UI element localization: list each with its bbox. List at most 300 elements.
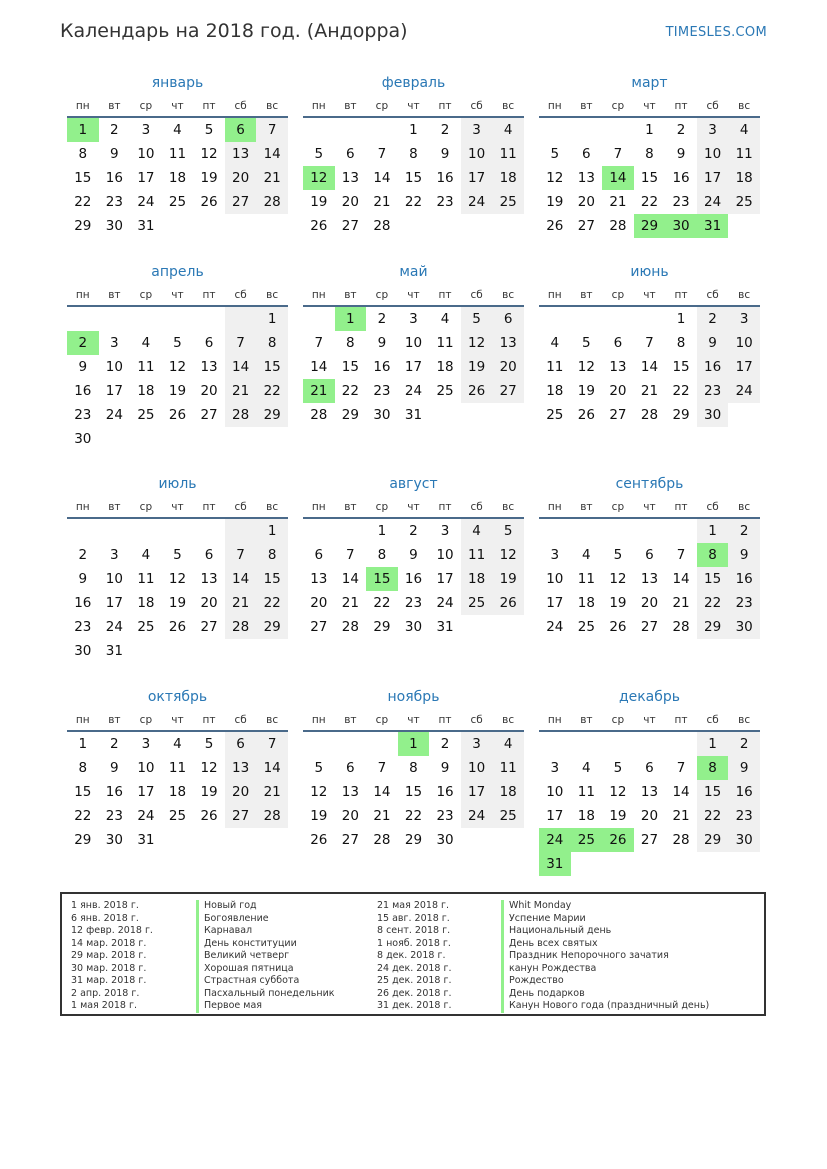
month-9 xyxy=(539,469,760,639)
weekday-label: ср xyxy=(139,714,153,726)
day-cell: 10 xyxy=(436,547,454,563)
day-cell: 26 xyxy=(310,832,328,848)
legend-holiday-name: День подарков xyxy=(501,988,709,1001)
weekday-label: пт xyxy=(202,714,216,726)
day-cell: 7 xyxy=(256,118,288,142)
day-cell: 18 xyxy=(728,166,760,190)
month-name: июнь xyxy=(630,264,669,280)
day-cell: 2 xyxy=(440,736,450,752)
weekday-header xyxy=(67,98,288,118)
day-cell: 29 xyxy=(74,218,92,234)
weekday-label: сб xyxy=(470,714,483,726)
weekday-label: вс xyxy=(266,501,279,513)
day-cell: 28 xyxy=(672,619,690,635)
day-cell: 9 xyxy=(409,547,418,563)
day-cell: 12 xyxy=(200,146,218,162)
legend-holiday-name: День конституции xyxy=(196,938,335,951)
weekday-label: пн xyxy=(311,289,326,301)
day-cell: 30 xyxy=(436,832,454,848)
day-cell: 1 xyxy=(256,307,288,331)
day-cell-blank xyxy=(335,519,367,543)
day-cell-blank xyxy=(162,639,194,663)
day-cell: 22 xyxy=(640,194,659,210)
day-cell: 15 xyxy=(640,170,659,186)
day-cell: 27 xyxy=(200,619,218,635)
weekday-label: вт xyxy=(108,100,121,112)
day-cell: 24 xyxy=(461,804,493,828)
day-cell: 22 xyxy=(341,383,359,399)
day-cell: 5 xyxy=(204,122,214,138)
weekday-label: сб xyxy=(234,289,247,301)
day-cell: 24 xyxy=(105,619,123,635)
day-cell: 4 xyxy=(461,519,493,543)
day-cell: 26 xyxy=(200,808,218,824)
weekday-header xyxy=(67,712,288,732)
day-cell: 16 xyxy=(728,567,760,591)
day-grid xyxy=(303,732,524,852)
day-cell: 1 xyxy=(377,523,387,539)
day-cell: 11 xyxy=(436,335,454,351)
day-cell: 31 xyxy=(436,619,454,635)
weekday-header xyxy=(539,98,760,118)
day-cell-blank xyxy=(162,307,194,331)
day-cell: 29 xyxy=(672,407,690,423)
day-cell: 21 xyxy=(341,595,359,611)
weekday-label: пт xyxy=(438,714,452,726)
weekday-label: сб xyxy=(706,501,719,513)
day-cell: 12 xyxy=(168,571,187,587)
month-name: январь xyxy=(151,75,204,91)
weekday-label: чт xyxy=(407,714,420,726)
day-cell: 21 xyxy=(609,194,627,210)
day-cell: 28 xyxy=(373,832,391,848)
day-cell: 11 xyxy=(168,760,187,776)
weekday-label: вс xyxy=(738,289,751,301)
weekday-header xyxy=(67,287,288,307)
day-cell: 15 xyxy=(697,780,729,804)
weekday-label: вт xyxy=(108,289,121,301)
day-cell-blank xyxy=(67,519,99,543)
day-cell: 6 xyxy=(645,547,654,563)
day-cell-blank xyxy=(256,214,288,238)
day-cell: 7 xyxy=(314,335,324,351)
day-cell: 16 xyxy=(74,383,92,399)
day-cell: 5 xyxy=(492,519,524,543)
day-cell: 22 xyxy=(404,194,423,210)
legend-date: 30 мар. 2018 г. xyxy=(71,962,147,974)
day-cell: 30 xyxy=(74,643,92,659)
day-grid xyxy=(67,118,288,238)
weekday-label: пт xyxy=(674,289,688,301)
legend-date: 1 мая 2018 г. xyxy=(71,1000,137,1011)
weekday-label: пн xyxy=(547,289,562,301)
day-cell: 14 xyxy=(310,359,328,375)
day-cell-blank xyxy=(256,427,288,451)
weekday-label: пн xyxy=(311,100,326,112)
day-cell-blank xyxy=(225,307,257,331)
legend-date: 31 мар. 2018 г. xyxy=(71,975,147,986)
weekday-label: вт xyxy=(108,501,121,513)
weekday-label: вс xyxy=(266,714,279,726)
day-cell: 11 xyxy=(168,146,187,162)
legend-holiday-name: Хорошая пятница xyxy=(196,963,335,976)
weekday-label: пт xyxy=(202,501,216,513)
day-cell: 2 xyxy=(409,523,418,539)
day-cell: 18 xyxy=(137,383,155,399)
weekday-label: чт xyxy=(643,100,656,112)
day-cell: 15 xyxy=(74,784,92,800)
day-cell: 5 xyxy=(173,335,182,351)
day-cell: 22 xyxy=(697,804,729,828)
legend-holiday-name: Национальный день xyxy=(501,925,709,938)
legend-holiday-name: Whit Monday xyxy=(501,900,709,913)
legend-names-left xyxy=(196,900,335,1013)
weekday-label: пт xyxy=(202,289,216,301)
day-cell: 17 xyxy=(105,383,123,399)
day-cell: 27 xyxy=(609,407,627,423)
day-cell: 1 xyxy=(676,311,686,327)
day-cell: 12 xyxy=(461,331,493,355)
day-cell: 5 xyxy=(550,146,560,162)
day-cell: 9 xyxy=(697,331,729,355)
day-cell: 23 xyxy=(672,194,690,210)
weekday-header xyxy=(539,287,760,307)
day-cell: 3 xyxy=(110,335,119,351)
day-cell: 7 xyxy=(676,760,686,776)
day-cell: 29 xyxy=(373,619,391,635)
day-cell: 20 xyxy=(577,194,595,210)
month-name: август xyxy=(389,476,438,492)
weekday-header xyxy=(303,712,524,732)
day-cell: 26 xyxy=(602,828,634,852)
day-cell-blank xyxy=(366,732,398,756)
day-cell: 19 xyxy=(168,595,187,611)
day-cell: 21 xyxy=(672,595,690,611)
day-cell: 4 xyxy=(173,122,182,138)
day-cell-blank xyxy=(225,828,257,852)
day-cell: 3 xyxy=(110,547,119,563)
day-cell: 19 xyxy=(609,595,627,611)
weekday-label: вт xyxy=(344,714,357,726)
day-cell: 17 xyxy=(546,808,564,824)
day-cell: 25 xyxy=(168,194,187,210)
day-cell: 11 xyxy=(577,571,595,587)
day-cell: 8 xyxy=(409,146,418,162)
day-cell: 3 xyxy=(461,732,493,756)
day-cell: 16 xyxy=(404,571,423,587)
day-cell: 6 xyxy=(346,760,355,776)
legend-holiday-name: Страстная суббота xyxy=(196,975,335,988)
day-cell-blank xyxy=(634,732,666,756)
day-cell: 18 xyxy=(577,808,595,824)
day-cell-blank xyxy=(303,307,335,331)
day-cell: 16 xyxy=(74,595,92,611)
day-cell: 11 xyxy=(546,359,564,375)
day-cell: 9 xyxy=(78,571,88,587)
weekday-label: чт xyxy=(407,289,420,301)
legend-date: 8 сент. 2018 г. xyxy=(377,925,451,936)
legend-date: 2 апр. 2018 г. xyxy=(71,987,140,999)
day-cell: 13 xyxy=(225,756,257,780)
day-cell: 12 xyxy=(609,784,627,800)
day-cell: 3 xyxy=(141,736,151,752)
day-cell: 4 xyxy=(492,732,524,756)
day-cell: 12 xyxy=(546,170,564,186)
day-cell: 31 xyxy=(137,832,155,848)
day-cell: 20 xyxy=(200,383,218,399)
day-cell: 25 xyxy=(492,804,524,828)
day-cell: 1 xyxy=(78,736,88,752)
weekday-label: чт xyxy=(407,100,420,112)
day-cell: 22 xyxy=(256,591,288,615)
day-cell: 5 xyxy=(613,547,623,563)
day-cell-blank xyxy=(335,732,367,756)
legend-date: 12 февр. 2018 г. xyxy=(71,925,153,936)
day-cell-blank xyxy=(130,639,162,663)
weekday-label: сб xyxy=(470,100,483,112)
day-cell: 19 xyxy=(609,808,627,824)
weekday-label: чт xyxy=(643,289,656,301)
day-cell: 4 xyxy=(582,760,591,776)
day-cell-blank xyxy=(162,828,194,852)
day-cell: 28 xyxy=(341,619,359,635)
day-cell: 18 xyxy=(436,359,454,375)
day-cell-blank xyxy=(303,732,335,756)
day-cell: 6 xyxy=(314,547,324,563)
day-cell: 9 xyxy=(440,146,450,162)
day-cell: 21 xyxy=(373,194,391,210)
weekday-label: вт xyxy=(344,100,357,112)
weekday-label: сб xyxy=(706,100,719,112)
day-cell: 10 xyxy=(697,142,729,166)
day-cell: 19 xyxy=(168,383,187,399)
day-cell: 22 xyxy=(256,379,288,403)
day-cell: 29 xyxy=(404,832,423,848)
weekday-header xyxy=(303,287,524,307)
day-cell: 13 xyxy=(577,170,595,186)
page-title: Календарь на 2018 год. (Андорра) xyxy=(60,20,408,42)
day-cell-blank xyxy=(366,118,398,142)
day-cell: 10 xyxy=(404,335,423,351)
day-cell: 18 xyxy=(137,595,155,611)
legend-holiday-name: Рождество xyxy=(501,975,709,988)
day-grid xyxy=(539,118,760,238)
day-cell: 13 xyxy=(341,170,359,186)
day-grid xyxy=(67,732,288,852)
weekday-label: ср xyxy=(139,289,153,301)
weekday-label: пт xyxy=(674,501,688,513)
day-cell: 11 xyxy=(137,571,155,587)
day-cell: 13 xyxy=(341,784,359,800)
day-cell: 2 xyxy=(67,331,99,355)
legend-holiday-name: Успение Марии xyxy=(501,913,709,926)
day-cell-blank xyxy=(256,639,288,663)
day-cell: 19 xyxy=(310,808,328,824)
month-1 xyxy=(67,68,288,238)
day-cell-blank xyxy=(571,519,603,543)
day-cell: 27 xyxy=(225,804,257,828)
weekday-label: чт xyxy=(171,714,184,726)
day-cell: 23 xyxy=(404,595,423,611)
legend-date: 26 дек. 2018 г. xyxy=(377,987,452,999)
day-cell: 3 xyxy=(409,311,418,327)
weekday-label: вс xyxy=(738,100,751,112)
weekday-label: пн xyxy=(547,100,562,112)
day-cell: 3 xyxy=(728,307,760,331)
day-cell: 7 xyxy=(256,732,288,756)
weekday-label: пт xyxy=(438,100,452,112)
day-cell: 25 xyxy=(571,828,603,852)
day-cell: 15 xyxy=(74,170,92,186)
day-cell: 10 xyxy=(546,784,564,800)
day-cell-blank xyxy=(539,118,571,142)
weekday-label: сб xyxy=(234,501,247,513)
month-name: июль xyxy=(158,476,197,492)
day-cell: 30 xyxy=(697,403,729,427)
weekday-label: сб xyxy=(706,289,719,301)
day-cell: 13 xyxy=(609,359,627,375)
day-cell: 27 xyxy=(640,619,659,635)
day-cell: 16 xyxy=(697,355,729,379)
day-cell-blank xyxy=(162,519,194,543)
weekday-label: чт xyxy=(171,289,184,301)
day-cell: 14 xyxy=(256,142,288,166)
day-cell: 28 xyxy=(310,407,328,423)
day-cell: 25 xyxy=(492,190,524,214)
day-cell: 14 xyxy=(225,355,257,379)
day-cell: 29 xyxy=(256,403,288,427)
weekday-label: пт xyxy=(438,289,452,301)
day-cell: 28 xyxy=(256,804,288,828)
weekday-label: вс xyxy=(738,714,751,726)
day-cell: 4 xyxy=(582,547,591,563)
day-cell: 4 xyxy=(728,118,760,142)
day-cell: 21 xyxy=(225,379,257,403)
day-cell: 23 xyxy=(436,194,454,210)
day-cell: 12 xyxy=(492,543,524,567)
day-cell: 23 xyxy=(697,379,729,403)
day-cell: 7 xyxy=(225,331,257,355)
weekday-label: пт xyxy=(674,714,688,726)
day-cell: 18 xyxy=(461,567,493,591)
month-5 xyxy=(303,257,524,427)
day-cell: 3 xyxy=(461,118,493,142)
day-cell: 8 xyxy=(78,146,88,162)
day-cell: 1 xyxy=(409,122,418,138)
legend-holiday-name: Первое мая xyxy=(196,1000,335,1013)
day-cell: 13 xyxy=(640,784,659,800)
day-cell: 20 xyxy=(341,808,359,824)
weekday-label: чт xyxy=(171,501,184,513)
day-cell: 12 xyxy=(310,784,328,800)
day-grid xyxy=(539,307,760,427)
day-cell: 24 xyxy=(697,190,729,214)
day-cell: 4 xyxy=(141,547,151,563)
day-cell: 30 xyxy=(74,431,92,447)
month-8 xyxy=(303,469,524,639)
day-cell: 23 xyxy=(728,591,760,615)
weekday-label: вс xyxy=(502,100,515,112)
day-cell: 23 xyxy=(373,383,391,399)
day-cell: 26 xyxy=(546,218,564,234)
day-cell: 11 xyxy=(137,359,155,375)
day-cell: 18 xyxy=(492,780,524,804)
day-cell-blank xyxy=(492,214,524,238)
month-3 xyxy=(539,68,760,238)
day-cell-blank xyxy=(225,427,257,451)
day-cell: 7 xyxy=(676,547,686,563)
day-cell: 20 xyxy=(640,595,659,611)
site-link[interactable]: TIMESLES.COM xyxy=(665,25,767,40)
day-cell-blank xyxy=(634,852,666,876)
day-cell: 11 xyxy=(728,142,760,166)
day-cell: 9 xyxy=(676,146,686,162)
day-cell: 21 xyxy=(303,379,335,403)
day-cell: 26 xyxy=(492,591,524,615)
legend-names-right xyxy=(501,900,709,1013)
day-cell: 14 xyxy=(225,567,257,591)
day-cell: 12 xyxy=(303,166,335,190)
day-cell: 23 xyxy=(728,804,760,828)
day-cell: 16 xyxy=(373,359,391,375)
legend-holiday-name: Пасхальный понедельник xyxy=(196,988,335,1001)
weekday-label: пн xyxy=(75,501,90,513)
day-cell: 1 xyxy=(697,519,729,543)
month-7 xyxy=(67,469,288,663)
day-cell-blank xyxy=(193,307,225,331)
day-cell: 27 xyxy=(225,190,257,214)
day-cell-blank xyxy=(602,519,634,543)
day-cell: 28 xyxy=(640,407,659,423)
day-cell: 1 xyxy=(67,118,99,142)
day-cell: 17 xyxy=(137,784,155,800)
day-cell: 21 xyxy=(640,383,659,399)
day-cell-blank xyxy=(303,519,335,543)
day-cell: 6 xyxy=(204,335,214,351)
day-cell: 25 xyxy=(461,591,493,615)
day-cell-blank xyxy=(193,214,225,238)
day-cell: 24 xyxy=(436,595,454,611)
day-cell: 20 xyxy=(609,383,627,399)
day-cell-blank xyxy=(539,519,571,543)
day-cell: 5 xyxy=(461,307,493,331)
day-cell-blank xyxy=(335,118,367,142)
day-grid xyxy=(67,307,288,451)
weekday-label: сб xyxy=(706,714,719,726)
day-cell: 14 xyxy=(640,359,659,375)
day-cell: 3 xyxy=(697,118,729,142)
month-6 xyxy=(539,257,760,427)
day-cell: 16 xyxy=(436,170,454,186)
day-cell: 20 xyxy=(225,780,257,804)
day-cell-blank xyxy=(429,214,461,238)
day-cell: 9 xyxy=(440,760,450,776)
day-cell: 20 xyxy=(640,808,659,824)
weekday-label: пт xyxy=(202,100,216,112)
day-cell-blank xyxy=(539,732,571,756)
weekday-label: сб xyxy=(470,289,483,301)
weekday-label: ср xyxy=(611,501,625,513)
weekday-header xyxy=(539,712,760,732)
day-cell-blank xyxy=(67,307,99,331)
day-grid xyxy=(67,519,288,663)
month-4 xyxy=(67,257,288,451)
day-cell: 15 xyxy=(404,170,423,186)
day-cell: 15 xyxy=(697,567,729,591)
day-grid xyxy=(539,732,760,876)
day-cell: 1 xyxy=(335,307,367,331)
month-name: декабрь xyxy=(618,689,681,705)
